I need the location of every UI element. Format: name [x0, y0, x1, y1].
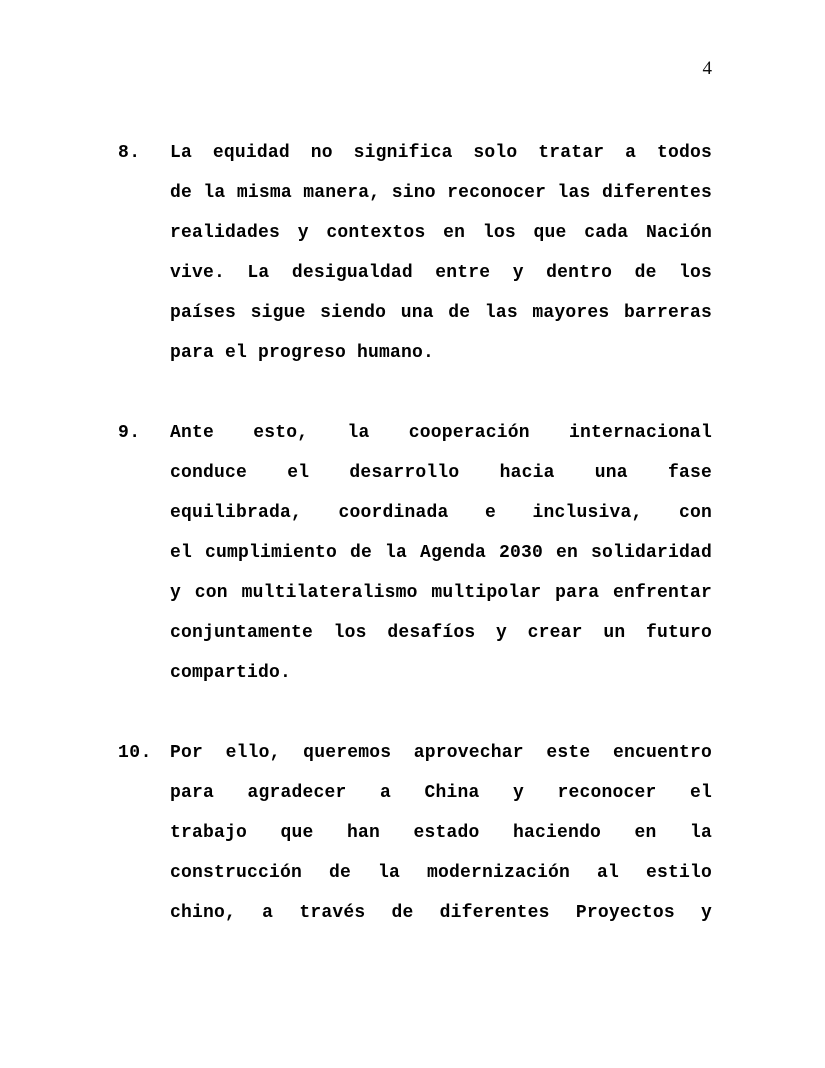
text-line: conduce el desarrollo hacia una fase	[170, 463, 712, 483]
paragraph-number: 10.	[118, 743, 152, 763]
text-line: para el progreso humano.	[170, 343, 435, 363]
text-line: equilibrada, coordinada e inclusiva, con	[170, 503, 712, 523]
text-line: realidades y contextos en los que cada Nación	[170, 223, 712, 243]
paragraph-number: 9.	[118, 423, 141, 443]
page-number: 4	[702, 58, 712, 79]
text-line: compartido.	[170, 663, 292, 683]
text-line: trabajo que han estado haciendo en la	[170, 823, 712, 843]
text-line: para agradecer a China y reconocer el	[170, 783, 712, 803]
document-body	[118, 133, 712, 973]
paragraph-number: 8.	[118, 143, 141, 163]
paragraph-10	[118, 733, 712, 933]
text-line: de la misma manera, sino reconocer las diferentes	[170, 183, 712, 203]
text-line: el cumplimiento de la Agenda 2030 en solidaridad	[170, 543, 712, 563]
paragraph-9	[118, 413, 712, 693]
paragraph-text	[170, 733, 712, 933]
text-line: Por ello, queremos aprovechar este encuentro	[170, 743, 712, 763]
text-line: vive. La desigualdad entre y dentro de los	[170, 263, 712, 283]
text-line: chino, a través de diferentes Proyectos y	[170, 903, 712, 923]
text-line: y con multilateralismo multipolar para enfrentar	[170, 583, 712, 603]
text-line: conjuntamente los desafíos y crear un futuro	[170, 623, 712, 643]
paragraph-text	[170, 413, 712, 693]
text-line: países sigue siendo una de las mayores barreras	[170, 303, 712, 323]
paragraph-text	[170, 133, 712, 373]
paragraph-8	[118, 133, 712, 373]
text-line: Ante esto, la cooperación internacional	[170, 423, 712, 443]
text-line: construcción de la modernización al estilo	[170, 863, 712, 883]
text-line: La equidad no significa solo tratar a todos	[170, 143, 712, 163]
